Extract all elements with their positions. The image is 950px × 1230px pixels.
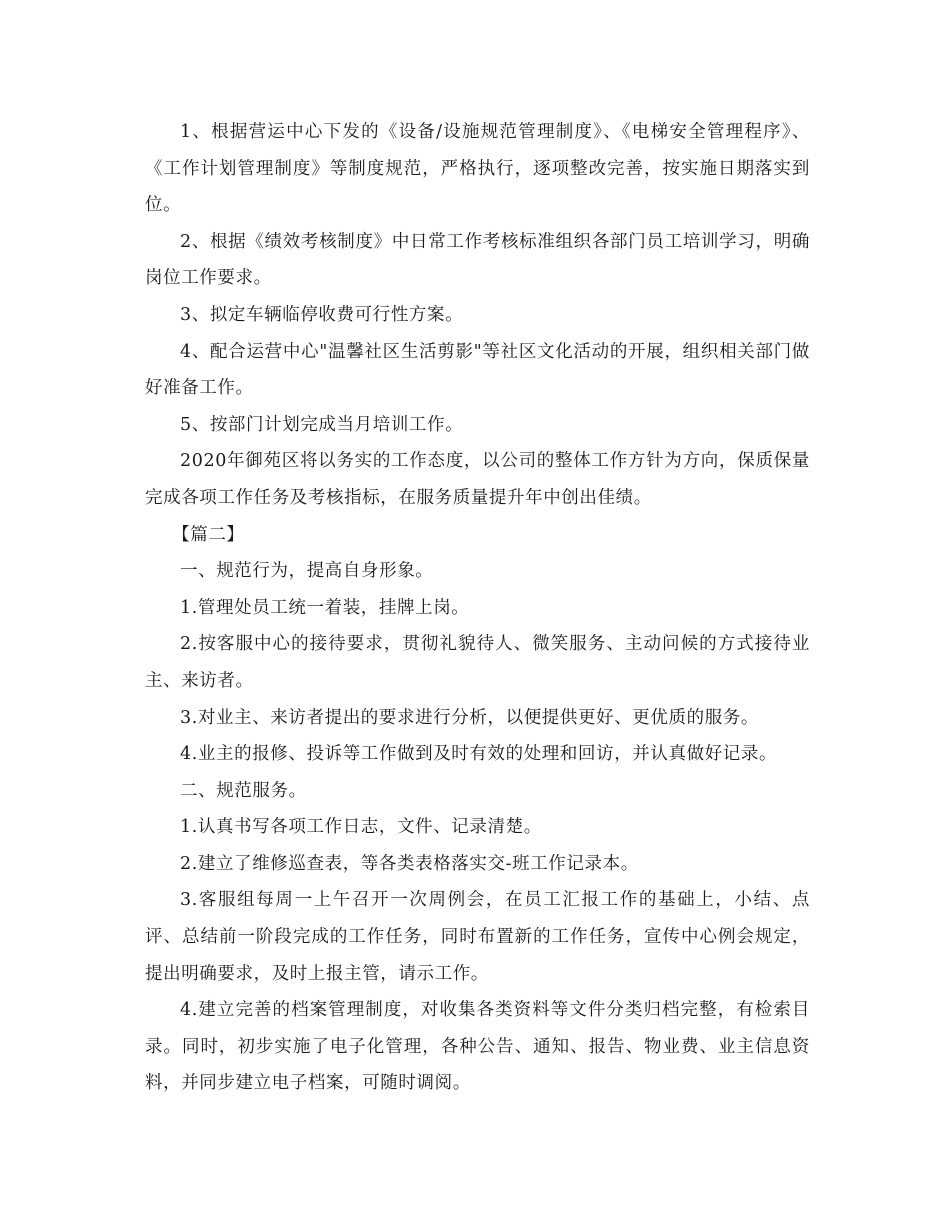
paragraph-summary: 2020年御苑区将以务实的工作态度，以公司的整体工作方针为方向，保质保量完成各项工作任务及考核指标，在服务质量提升年中创出佳绩。 (145, 451, 810, 508)
list-item-1-4: 4.业主的报修、投诉等工作做到及时有效的处理和回访，并认真做好记录。 (180, 744, 778, 765)
list-item-2-3: 3.客服组每周一上午召开一次周例会，在员工汇报工作的基础上，小结、点评、总结前一阶段完成的工作任务，同时布置新的工作任务，宣传中心例会规定，提出明确要求，及时上报主管，请示工作。 (145, 890, 810, 984)
paragraph-item-1: 1、根据营运中心下发的《设备/设施规范管理制度》、《电梯安全管理程序》、《工作计划管理制度》等制度规范，严格执行，逐项整改完善，按实施日期落实到位。 (145, 122, 810, 216)
section-heading-one: 一、规范行为，提高自身形象。 (180, 561, 434, 582)
paragraph-item-3: 3、拟定车辆临停收费可行性方案。 (180, 304, 464, 325)
list-item-2-2: 2.建立了维修巡查表，等各类表格落实交-班工作记录本。 (180, 853, 639, 874)
list-item-1-1: 1.管理处员工统一着装，挂牌上岗。 (180, 597, 470, 618)
list-item-2-4: 4.建立完善的档案管理制度，对收集各类资料等文件分类归档完整，有检索目录。同时，初步实施了电子化管理，各种公告、通知、报告、物业费、业主信息资料，并同步建立电子档案，可随时调阅。 (145, 1000, 810, 1094)
list-item-2-1: 1.认真书写各项工作日志，文件、记录清楚。 (180, 817, 542, 838)
list-item-1-2: 2.按客服中心的接待要求，贯彻礼貌待人、微笑服务、主动问候的方式接待业主、来访者。 (145, 634, 810, 691)
section-heading-part-two: 【篇二】 (172, 524, 245, 545)
document-body (145, 114, 810, 1102)
paragraph-item-4: 4、配合运营中心"温馨社区生活剪影"等社区文化活动的开展，组织相关部门做好准备工作。 (145, 341, 810, 399)
paragraph-item-5: 5、按部门计划完成当月培训工作。 (180, 414, 464, 435)
list-item-1-3: 3.对业主、来访者提出的要求进行分析，以便提供更好、更优质的服务。 (180, 707, 759, 728)
section-heading-two: 二、规范服务。 (180, 780, 307, 801)
paragraph-item-2: 2、根据《绩效考核制度》中日常工作考核标准组织各部门员工培训学习，明确岗位工作要求。 (145, 231, 810, 289)
